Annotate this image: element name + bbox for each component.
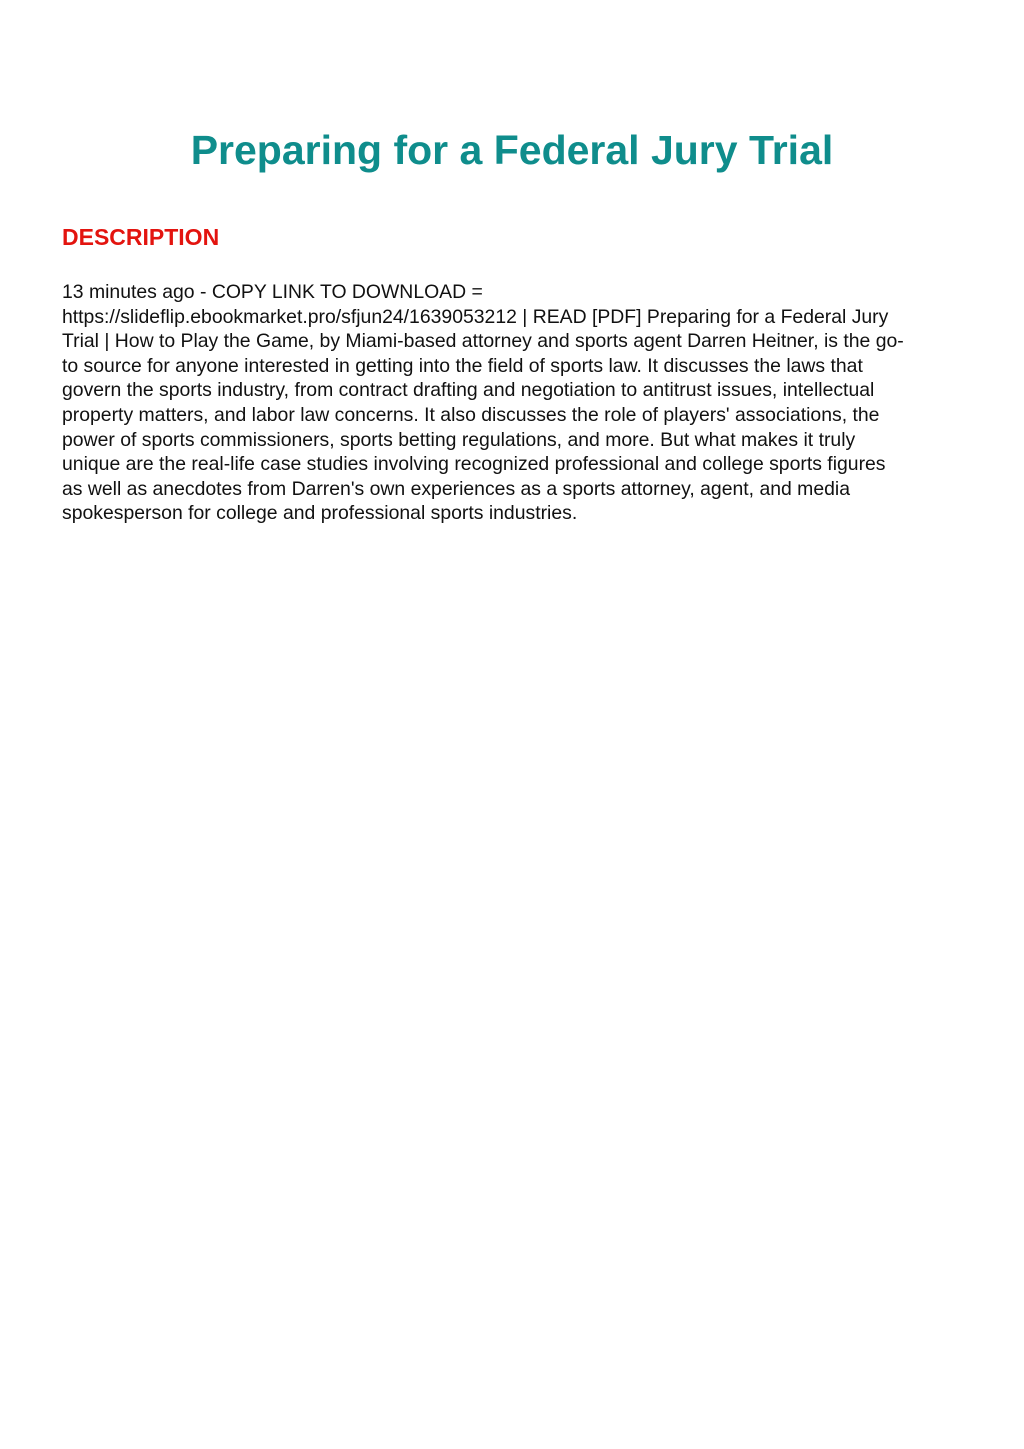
description-line: to source for anyone interested in getting into the field of sports law. It discusses the laws that [62, 354, 863, 377]
description-line: Trial | How to Play the Game, by Miami-based attorney and sports agent Darren Heitner, is the go- [62, 330, 904, 353]
description-body [62, 280, 967, 526]
description-line: power of sports commissioners, sports betting regulations, and more. But what makes it truly [62, 428, 856, 451]
description-line: as well as anecdotes from Darren's own experiences as a sports attorney, agent, and media [62, 477, 850, 500]
description-line: 13 minutes ago - COPY LINK TO DOWNLOAD = [62, 281, 483, 303]
document-title: Preparing for a Federal Jury Trial [190, 127, 834, 173]
description-line: spokesperson for college and professional sports industries. [62, 502, 578, 525]
description-line: govern the sports industry, from contract drafting and negotiation to antitrust issues, intellectual [62, 379, 875, 402]
description-heading: DESCRIPTION [62, 224, 220, 250]
description-line: https://slideflip.ebookmarket.pro/sfjun24/1639053212 | READ [PDF] Preparing for a Federal Jury [62, 305, 889, 328]
description-line: property matters, and labor law concerns. It also discusses the role of players' associations, the [62, 403, 880, 426]
description-line: unique are the real-life case studies involving recognized professional and college sports figures [62, 453, 886, 476]
